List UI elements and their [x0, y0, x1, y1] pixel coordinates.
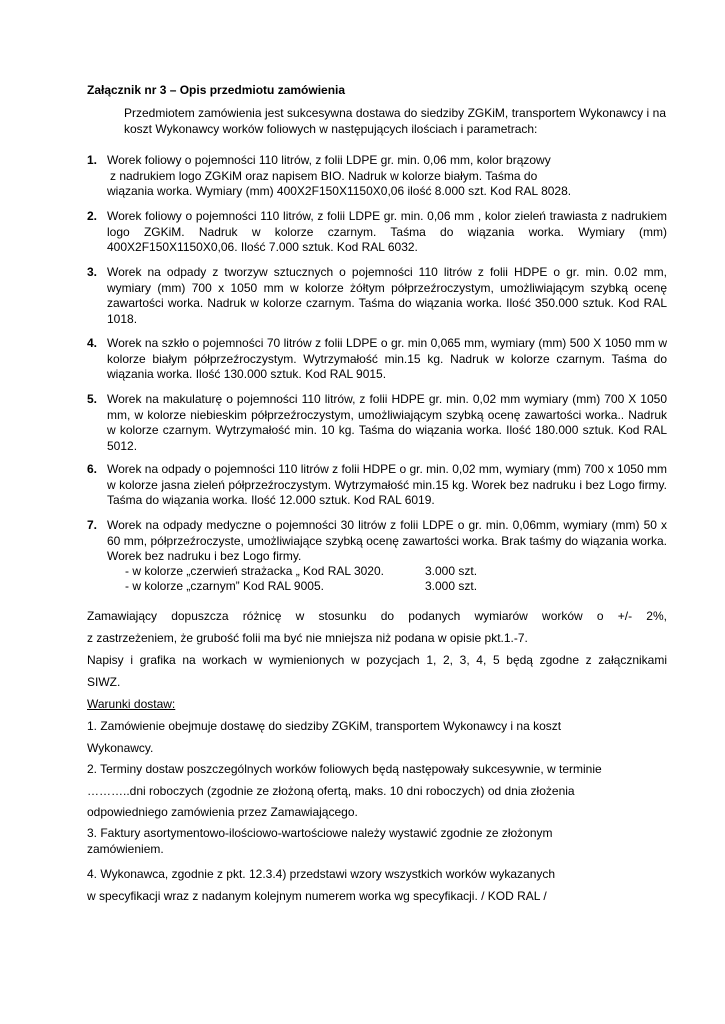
item-text: Worek foliowy o pojemności 110 litrów, z folii LDPE gr. min. 0,06 mm , kolor zieleń trawiasta z nadrukiem logo ZGKiM. Nadruk w kolorze czarnym. Taśma do wiązania worka. Wymiary (mm) 400X2F150X1150X0,06. Ilość 7.000 sztuk. Kod RAL 6032.	[107, 209, 667, 255]
item-number: 7.	[87, 518, 98, 532]
condition-line: zamówieniem.	[87, 842, 164, 856]
condition-line: 3. Faktury asortymentowo-ilościowo-wartościowe należy wystawić zgodnie ze złożonym	[87, 826, 553, 840]
condition-line: Wykonawcy.	[87, 741, 154, 755]
item-number: 3.	[87, 265, 98, 279]
item-number: 1.	[87, 153, 98, 167]
list-item	[87, 518, 667, 565]
print-requirements-line: SIWZ.	[87, 675, 121, 689]
condition-line: 2. Terminy dostaw poszczególnych worków foliowych będą następowały sukcesywnie, w terminie	[87, 762, 602, 776]
item-line: z nadrukiem logo ZGKiM oraz napisem BIO. Nadruk w kolorze białym. Taśma do	[110, 168, 538, 183]
conditions-heading: Warunki dostaw:	[87, 697, 176, 711]
list-item	[87, 336, 667, 383]
variant-label: - w kolorze „czarnym” Kod RAL 9005.	[125, 579, 324, 593]
item-text: Worek na makulaturę o pojemności 110 litrów, z folii HDPE gr. min. 0,02 mm wymiary (mm) 700 X 1050 mm, w kolorze niebieskim półprzeźroczystym, umożliwiającym szybką ocenę zawartości worka.. Nadruk w kolorze czarnym. Wytrzymałość min. 10 kg. Taśma do wiązania worka. Ilość 180.000 sztuk. Kod RAL 5012.	[107, 392, 667, 453]
tolerance-line: z zastrzeżeniem, że grubość folii ma być nie mniejsza niż podana w opisie pkt.1.-7.	[87, 631, 528, 645]
item-text: Worek na odpady medyczne o pojemności 30 litrów z folii LDPE o gr. min. 0,06mm, wymiary (mm) 50 x 60 mm, półprzeźroczyste, umożliwiające szybką ocenę zawartości worka. Brak taśmy do wiązania worka. Worek bez nadruku i bez Logo firmy.	[107, 518, 667, 564]
intro-paragraph: Przedmiotem zamówienia jest sukcesywna dostawa do siedziby ZGKiM, transportem Wykonawcy i na koszt Wykonawcy worków foliowych w następujących ilościach i parametrach:	[124, 106, 666, 136]
item-number: 6.	[87, 462, 98, 476]
color-variant-row	[125, 564, 477, 579]
tolerance-line: Zamawiający dopuszcza różnicę w stosunku do podanych wymiarów worków o +/- 2%,	[87, 609, 667, 623]
item-number: 2.	[87, 209, 98, 223]
item-text: Worek na odpady z tworzyw sztucznych o pojemności 110 litrów z folii HDPE o gr. min. 0.02 mm, wymiary (mm) 700 x 1050 mm w kolorze żółtym półprzeźroczystym, umożliwiającym szybką ocenę zawartości worka. Nadruk w kolorze czarnym. Taśma do wiązania worka. Ilość 350.000 sztuk. Kod RAL 1018.	[107, 265, 667, 326]
print-requirements-line: Napisy i grafika na workach w wymienionych w pozycjach 1, 2, 3, 4, 5 będą zgodne z załącznikami	[87, 653, 667, 667]
condition-line: ………..dni roboczych (zgodnie ze złożoną ofertą, maks. 10 dni roboczych) od dnia złożenia	[87, 784, 575, 798]
item-line: Worek foliowy o pojemności 110 litrów, z folii LDPE gr. min. 0,06 mm, kolor brązowy	[107, 153, 551, 167]
list-item	[87, 392, 667, 454]
item-number: 4.	[87, 336, 98, 350]
variant-label: - w kolorze „czerwień strażacka „ Kod RAL 3020.	[125, 564, 384, 578]
condition-line: 4. Wykonawca, zgodnie z pkt. 12.3.4) przedstawi wzory wszystkich worków wykazanych	[87, 867, 556, 881]
item-text: Worek na odpady o pojemności 110 litrów z folii HDPE o gr. min. 0,02 mm, wymiary (mm) 700 x 1050 mm w kolorze jasna zieleń półprzeźroczystym. Wytrzymałość min.15 kg. Worek bez nadruku i bez Logo firmy. Taśma do wiązania worka. Ilość 12.000 sztuk. Kod RAL 6019.	[107, 462, 667, 508]
condition-line: w specyfikacji wraz z nadanym kolejnym numerem worka wg specyfikacji. / KOD RAL /	[87, 889, 547, 903]
variant-quantity: 3.000 szt.	[425, 564, 478, 578]
list-item	[87, 462, 667, 509]
variant-quantity: 3.000 szt.	[425, 579, 478, 593]
item-line: wiązania worka. Wymiary (mm) 400X2F150X1150X0,06 ilość 8.000 szt. Kod RAL 8028.	[107, 184, 572, 199]
condition-line: odpowiedniego zamówienia przez Zamawiającego.	[87, 805, 358, 819]
list-item	[87, 265, 667, 327]
item-text: Worek na szkło o pojemności 70 litrów z folii LDPE o gr. min 0,065 mm, wymiary (mm) 500 X 1050 mm w kolorze białym półprzeźroczystym. Wytrzymałość min.15 kg. Nadruk w kolorze czarnym. Taśma do wiązania worka. Ilość 130.000 sztuk. Kod RAL 9015.	[107, 336, 667, 382]
color-variant-row	[125, 579, 477, 594]
item-number: 5.	[87, 392, 98, 406]
list-item	[87, 209, 667, 256]
document-title: Załącznik nr 3 – Opis przedmiotu zamówienia	[87, 83, 346, 97]
list-item	[87, 153, 667, 200]
condition-line: 1. Zamówienie obejmuje dostawę do siedziby ZGKiM, transportem Wykonawcy i na koszt	[87, 719, 562, 733]
